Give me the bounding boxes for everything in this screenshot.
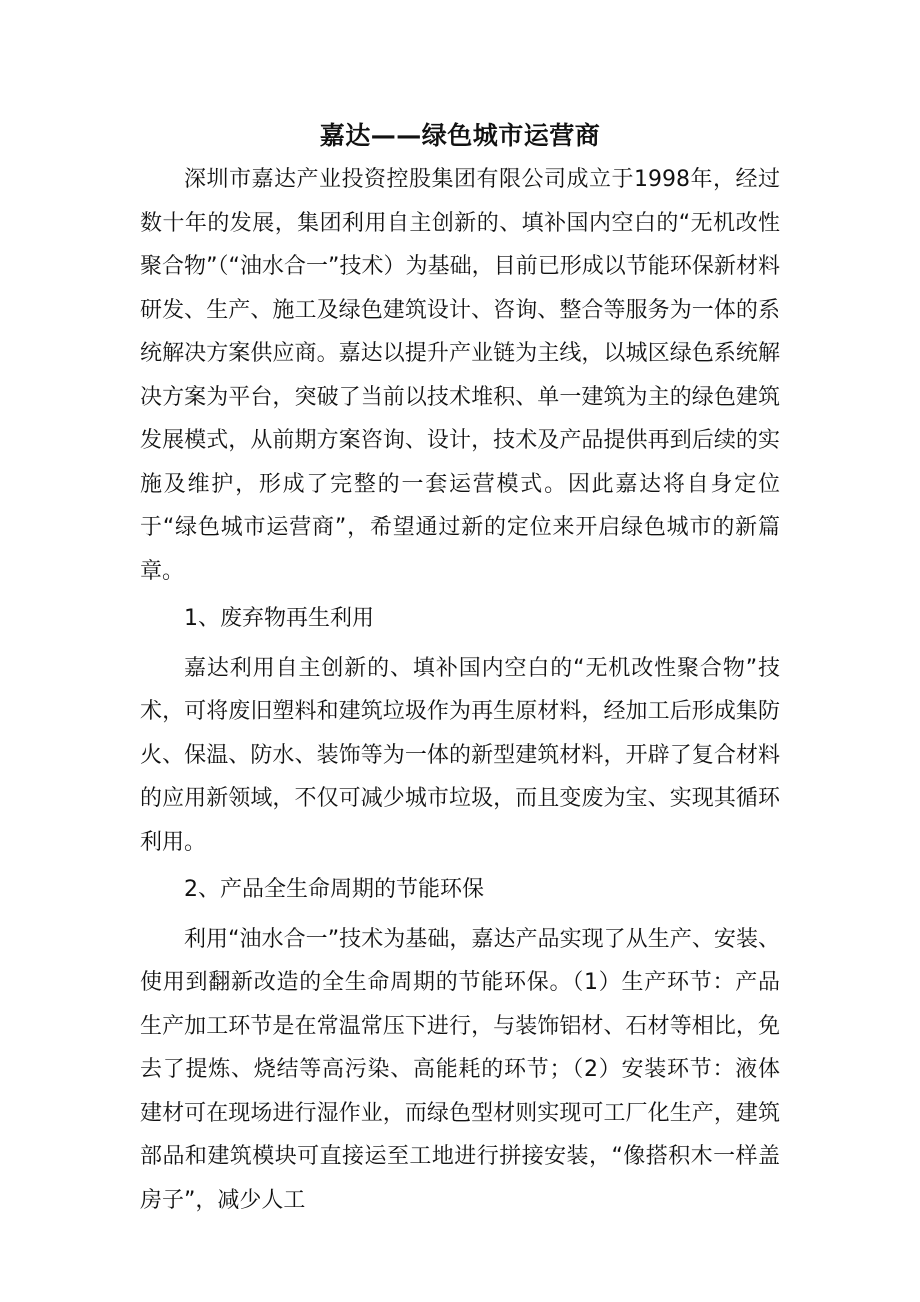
document-title: 嘉达——绿色城市运营商 xyxy=(319,121,601,150)
intro-paragraph: 深圳市嘉达产业投资控股集团有限公司成立于1998年，经过数十年的发展，集团利用自主创新的、填补国内空白的“无机改性聚合物”（“油水合一”技术）为基础，目前已形成以节能环保新材料研发、生产、施工及绿色建筑设计、咨询、整合等服务为一体的系统解决方案供应商。嘉达以提升产业链为主线，以城区绿色系统解决方案为平台，突破了当前以技术堆积、单一建筑为主的绿色建筑发展模式，从前期方案咨询、设计，技术及产品提供再到后续的实施及维护，形成了完整的一套运营模式。因此嘉达将自身定位于“绿色城市运营商”，希望通过新的定位来开启绿色城市的新篇章。 xyxy=(140,167,780,584)
section-body-1: 嘉达利用自主创新的、填补国内空白的“无机改性聚合物”技术，可将废旧塑料和建筑垃圾作为再生原材料，经加工后形成集防火、保温、防水、装饰等为一体的新型建筑材料，开辟了复合材料的应用新领域，不仅可减少城市垃圾，而且变废为宝、实现其循环利用。 xyxy=(140,655,780,855)
section-heading-1: 1、废弃物再生利用 xyxy=(184,606,374,631)
document-page xyxy=(140,118,780,1222)
section-heading-2: 2、产品全生命周期的节能环保 xyxy=(184,877,484,902)
section-body-2: 利用“油水合一”技术为基础，嘉达产品实现了从生产、安装、使用到翻新改造的全生命周期的节能环保。（1）生产环节：产品生产加工环节是在常温常压下进行，与装饰铝材、石材等相比，免去了提炼、烧结等高污染、高能耗的环节；（2）安装环节：液体建材可在现场进行湿作业，而绿色型材则实现可工厂化生产，建筑部品和建筑模块可直接运至工地进行拼接安装，“像搭积木一样盖房子”，减少人工 xyxy=(140,926,780,1213)
